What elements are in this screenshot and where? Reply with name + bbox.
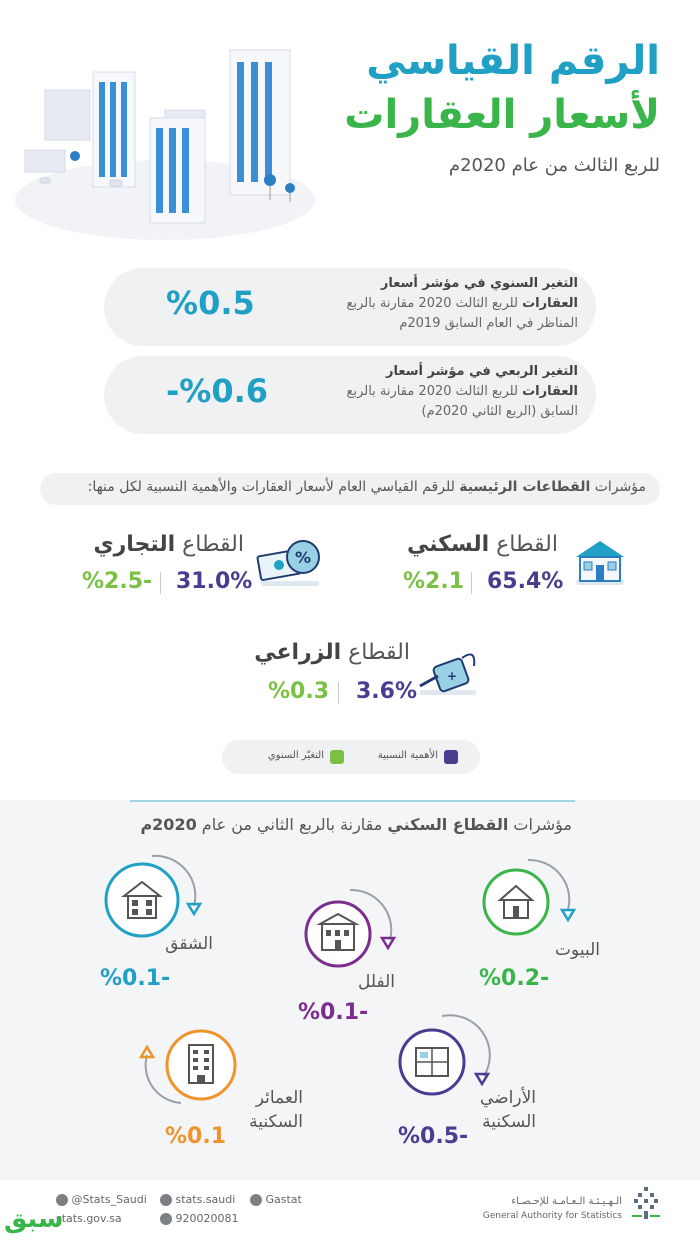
money-percent-icon — [255, 535, 325, 587]
commercial-sector-bold: التجاري — [93, 532, 176, 557]
legend-change-label: التغيّر السنوي — [267, 750, 324, 761]
commercial-separator — [160, 572, 161, 594]
res-header-year: 2020م — [140, 815, 197, 834]
land-label — [480, 1086, 536, 1134]
instagram-handle: stats.saudi — [175, 1193, 236, 1206]
residential-sector-prefix: القطاع — [496, 532, 558, 557]
buildings-label — [249, 1086, 303, 1134]
svg-text:+: + — [446, 669, 458, 683]
annual-change-label-rest: للربع الثالث 2020 مقارنة بالربع المناظر في العام السابق 2019م — [346, 296, 578, 331]
website-url: stats.gov.sa — [56, 1212, 122, 1225]
svg-text:%: % — [294, 548, 312, 567]
agricultural-separator — [338, 682, 339, 704]
agricultural-sector-name — [254, 640, 410, 665]
phone-icon — [160, 1213, 172, 1225]
buildings-label-line2: السكنية — [249, 1112, 303, 1132]
annual-change-value: %0.5 — [166, 284, 255, 322]
commercial-sector-prefix: القطاع — [182, 532, 244, 557]
watering-can-icon — [416, 640, 482, 698]
land-label-line2: السكنية — [482, 1112, 536, 1132]
twitter-link[interactable] — [56, 1193, 147, 1206]
commercial-importance: 31.0% — [176, 569, 253, 594]
res-header-post: مقارنة بالربع الثاني من عام — [201, 815, 383, 834]
page-title-line1: الرقم القياسي — [366, 38, 660, 84]
legend-importance-label: الأهمية النسبية — [377, 750, 438, 761]
agricultural-change: %0.3 — [268, 679, 330, 704]
sectors-header-text — [88, 479, 646, 495]
page-title-line2: لأسعار العقارات — [344, 92, 660, 138]
villa-icon — [298, 884, 408, 974]
twitter-handle: @Stats_Saudi — [71, 1193, 147, 1206]
quarterly-change-label-bold: التغير الربعي في مؤشر أسعار العقارات — [386, 364, 578, 399]
facebook-icon — [160, 1194, 172, 1206]
phone-number: 920020081 — [175, 1212, 239, 1225]
quarterly-change-label-rest: للربع الثالث 2020 مقارنة بالربع السابق (الربع الثاني 2020م) — [346, 384, 578, 419]
residential-importance: 65.4% — [487, 569, 564, 594]
villas-label: الفلل — [357, 972, 395, 992]
house-icon — [570, 535, 630, 587]
residential-change: %2.1 — [403, 569, 465, 594]
sectors-header-post: للرقم القياسي العام لأسعار العقارات والأهمية النسبية لكل منها: — [87, 479, 455, 495]
watermark-logo: سبق — [4, 1204, 64, 1234]
org-name-ar: الـهـيـئـة الـعـامـة للإحـصـاء — [511, 1196, 622, 1207]
gastat-logo — [630, 1185, 662, 1221]
buildings-label-line1: العمائر — [255, 1088, 303, 1108]
agricultural-sector-bold: الزراعي — [254, 640, 342, 665]
quarterly-change-label — [328, 362, 578, 422]
sectors-header-bar — [40, 473, 660, 505]
buildings-value: %0.1 — [165, 1124, 227, 1149]
sector-legend — [222, 740, 480, 774]
legend-importance-swatch — [444, 750, 458, 764]
commercial-sector-name — [93, 532, 244, 557]
sectors-header-bold: القطاعات الرئيسية — [459, 479, 591, 495]
houses-label: البيوت — [555, 940, 600, 960]
apartment-icon — [100, 852, 210, 942]
agricultural-importance: 3.6% — [356, 679, 418, 704]
residential-separator — [471, 572, 472, 594]
residential-sector-name — [407, 532, 558, 557]
linkedin-link[interactable] — [250, 1193, 302, 1206]
linkedin-handle: Gastat — [265, 1193, 302, 1206]
quarterly-change-card — [104, 356, 596, 434]
annual-change-card — [104, 268, 596, 346]
apartments-value: %0.1- — [100, 966, 171, 991]
house-icon — [476, 852, 586, 942]
building-icon — [133, 1015, 243, 1105]
legend-change-swatch — [330, 750, 344, 764]
agricultural-sector-prefix: القطاع — [348, 640, 410, 665]
apartments-label: الشقق — [165, 934, 213, 954]
res-header-pre: مؤشرات — [513, 815, 572, 834]
quarterly-change-value: -%0.6 — [166, 372, 269, 410]
land-value: %0.5- — [398, 1124, 469, 1149]
instagram-link[interactable] — [160, 1193, 235, 1206]
residential-indicators-header — [140, 815, 572, 834]
linkedin-icon — [250, 1194, 262, 1206]
res-header-bold: القطاع السكني — [387, 815, 509, 834]
page-subtitle: للربع الثالث من عام 2020م — [448, 155, 660, 176]
sectors-header-pre: مؤشرات — [594, 479, 646, 495]
commercial-change: %2.5- — [82, 569, 153, 594]
residential-sector-bold: السكني — [406, 532, 490, 557]
land-label-line1: الأراضي — [480, 1088, 536, 1108]
houses-value: %0.2- — [479, 966, 550, 991]
annual-change-label-bold: التغير السنوي في مؤشر أسعار العقارات — [380, 276, 578, 311]
villas-value: %0.1- — [298, 1000, 369, 1025]
phone-link[interactable] — [160, 1212, 239, 1225]
website-link[interactable] — [56, 1212, 122, 1225]
org-name-en: General Authority for Statistics — [482, 1211, 622, 1221]
city-buildings-illustration — [15, 30, 315, 240]
section-divider — [130, 800, 575, 802]
annual-change-label — [328, 274, 578, 334]
